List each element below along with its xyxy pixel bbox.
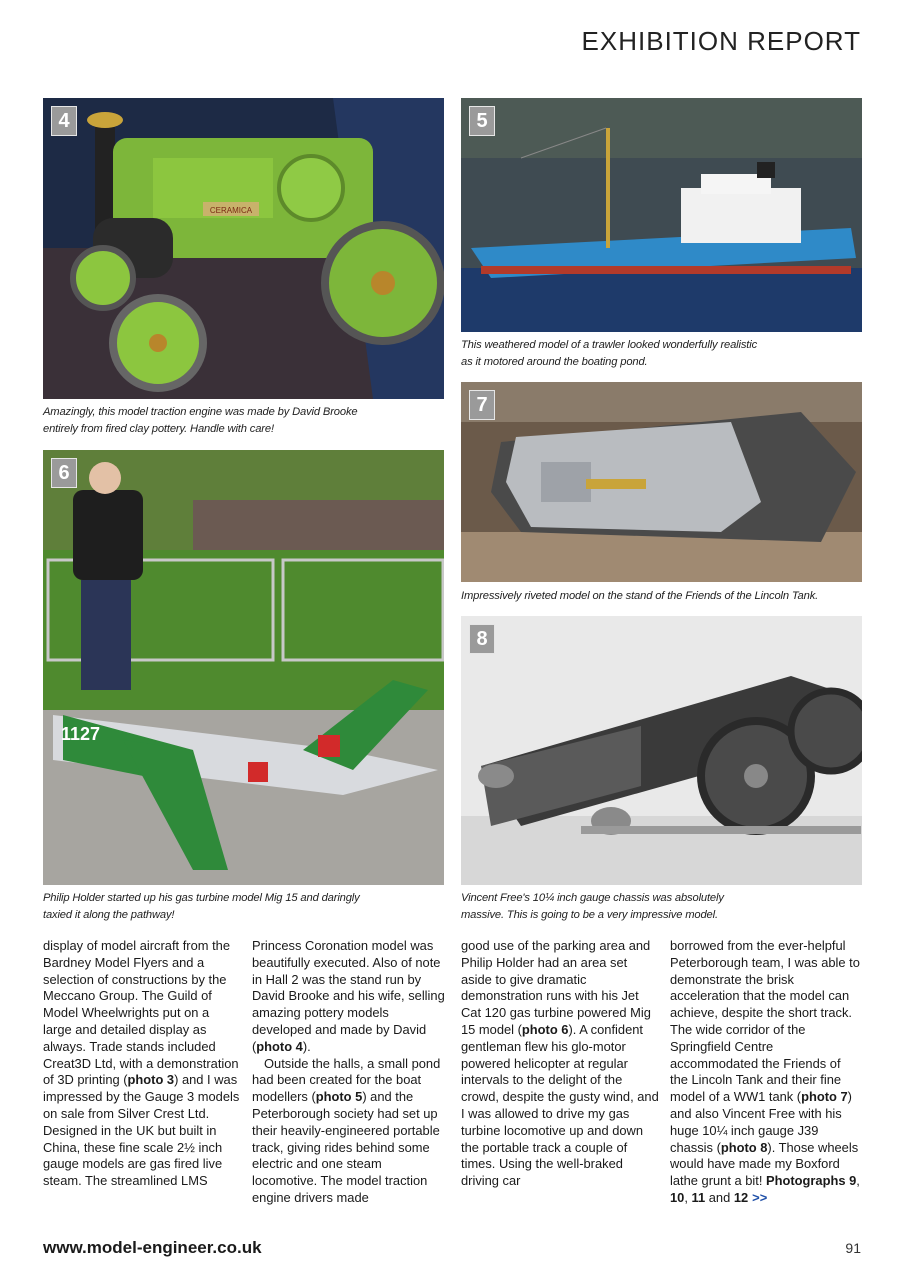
photo-5-number: 5 — [469, 106, 495, 136]
body-column-2: Princess Coronation model was beautifully executed. Also of note in Hall 2 was the stand run by David Brooke and his wife, selling amazing pottery models developed and made by David (photo 4). Outside the halls, a small pond had been created for the boat modellers (photo 5) and the Peterborough society had set up their heavily-engineered portable track, giving rides behind some electric and one steam locomotive. The model traction engine drivers made — [252, 938, 445, 1205]
trawler-image — [461, 98, 862, 332]
photo-6-number: 6 — [51, 458, 77, 488]
footer-website-url[interactable]: www.model-engineer.co.uk — [43, 1238, 262, 1257]
photo-7-number: 7 — [469, 390, 495, 420]
section-title: EXHIBITION REPORT — [581, 26, 861, 56]
photo-8-number: 8 — [469, 624, 495, 654]
photo-6-mig15 — [43, 450, 444, 885]
photo-8-caption: Vincent Free's 10¼ inch gauge chassis was absolutely massive. This is going to be a very impressive model. — [461, 892, 724, 921]
chassis-image — [461, 616, 862, 885]
body-column-3: good use of the parking area and Philip Holder had an area set aside to give dramatic demonstration runs with his Jet Cat 120 gas turbine powered Mig 15 model (photo 6). A confident gentleman flew his glo-motor powered helicopter at regular intervals to the delight of the crowd, despite the gusty wind, and I was allowed to drive my gas turbine locomotive up and down the portable track a couple of times. Using the well-braked driving car — [461, 938, 659, 1189]
body-column-1: display of model aircraft from the Bardney Model Flyers and a selection of constructions by the Meccano Group. The Guild of Model Wheelwrights put on a large and detailed display as always. Trade stands included Creat3D Ltd, with a demonstration of 3D printing (photo 3) and I was impressed by the Gauge 3 models on sale from Silver Crest Ltd. Designed in the UK but built in China, these fine scale 2½ inch gauge models are gas fired live steam. The streamlined LMS — [43, 938, 240, 1189]
photo-8-chassis — [461, 616, 862, 885]
continue-arrow-icon: >> — [752, 1189, 768, 1205]
photo-4-traction-engine — [43, 98, 444, 399]
photo-4-caption: Amazingly, this model traction engine was made by David Brooke entirely from fired clay pottery. Handle with care! — [43, 406, 358, 435]
photo-4-number: 4 — [51, 106, 77, 136]
photo-6-caption: Philip Holder started up his gas turbine model Mig 15 and daringly taxied it along the pathway! — [43, 892, 360, 921]
photo-7-tank — [461, 382, 862, 582]
photo-5-caption: This weathered model of a trawler looked wonderfully realistic as it motored around the boating pond. — [461, 339, 758, 368]
ceramica-sign-text: CERAMICA — [209, 206, 253, 215]
photo-5-trawler — [461, 98, 862, 332]
tank-image — [461, 382, 862, 582]
body-column-4: borrowed from the ever-helpful Peterborough team, I was able to demonstrate the brisk acceleration that the model can achieve, despite the short track. The wide corridor of the Springfield Centre accommodated the Friends of the Lincoln Tank and their fine model of a WW1 tank (photo 7) and also Vincent Free with his huge 10¼ inch gauge J39 chassis (photo 8). Those wheels would have made my Boxford lathe grunt a bit! Photographs 9, 10, 11 and 12 >> — [670, 938, 860, 1205]
mig15-image — [43, 450, 444, 885]
aircraft-number: 1127 — [61, 724, 101, 744]
traction-engine-image — [43, 98, 444, 399]
page-number: 91 — [845, 1240, 861, 1256]
photo-7-caption: Impressively riveted model on the stand of the Friends of the Lincoln Tank. — [461, 590, 819, 602]
